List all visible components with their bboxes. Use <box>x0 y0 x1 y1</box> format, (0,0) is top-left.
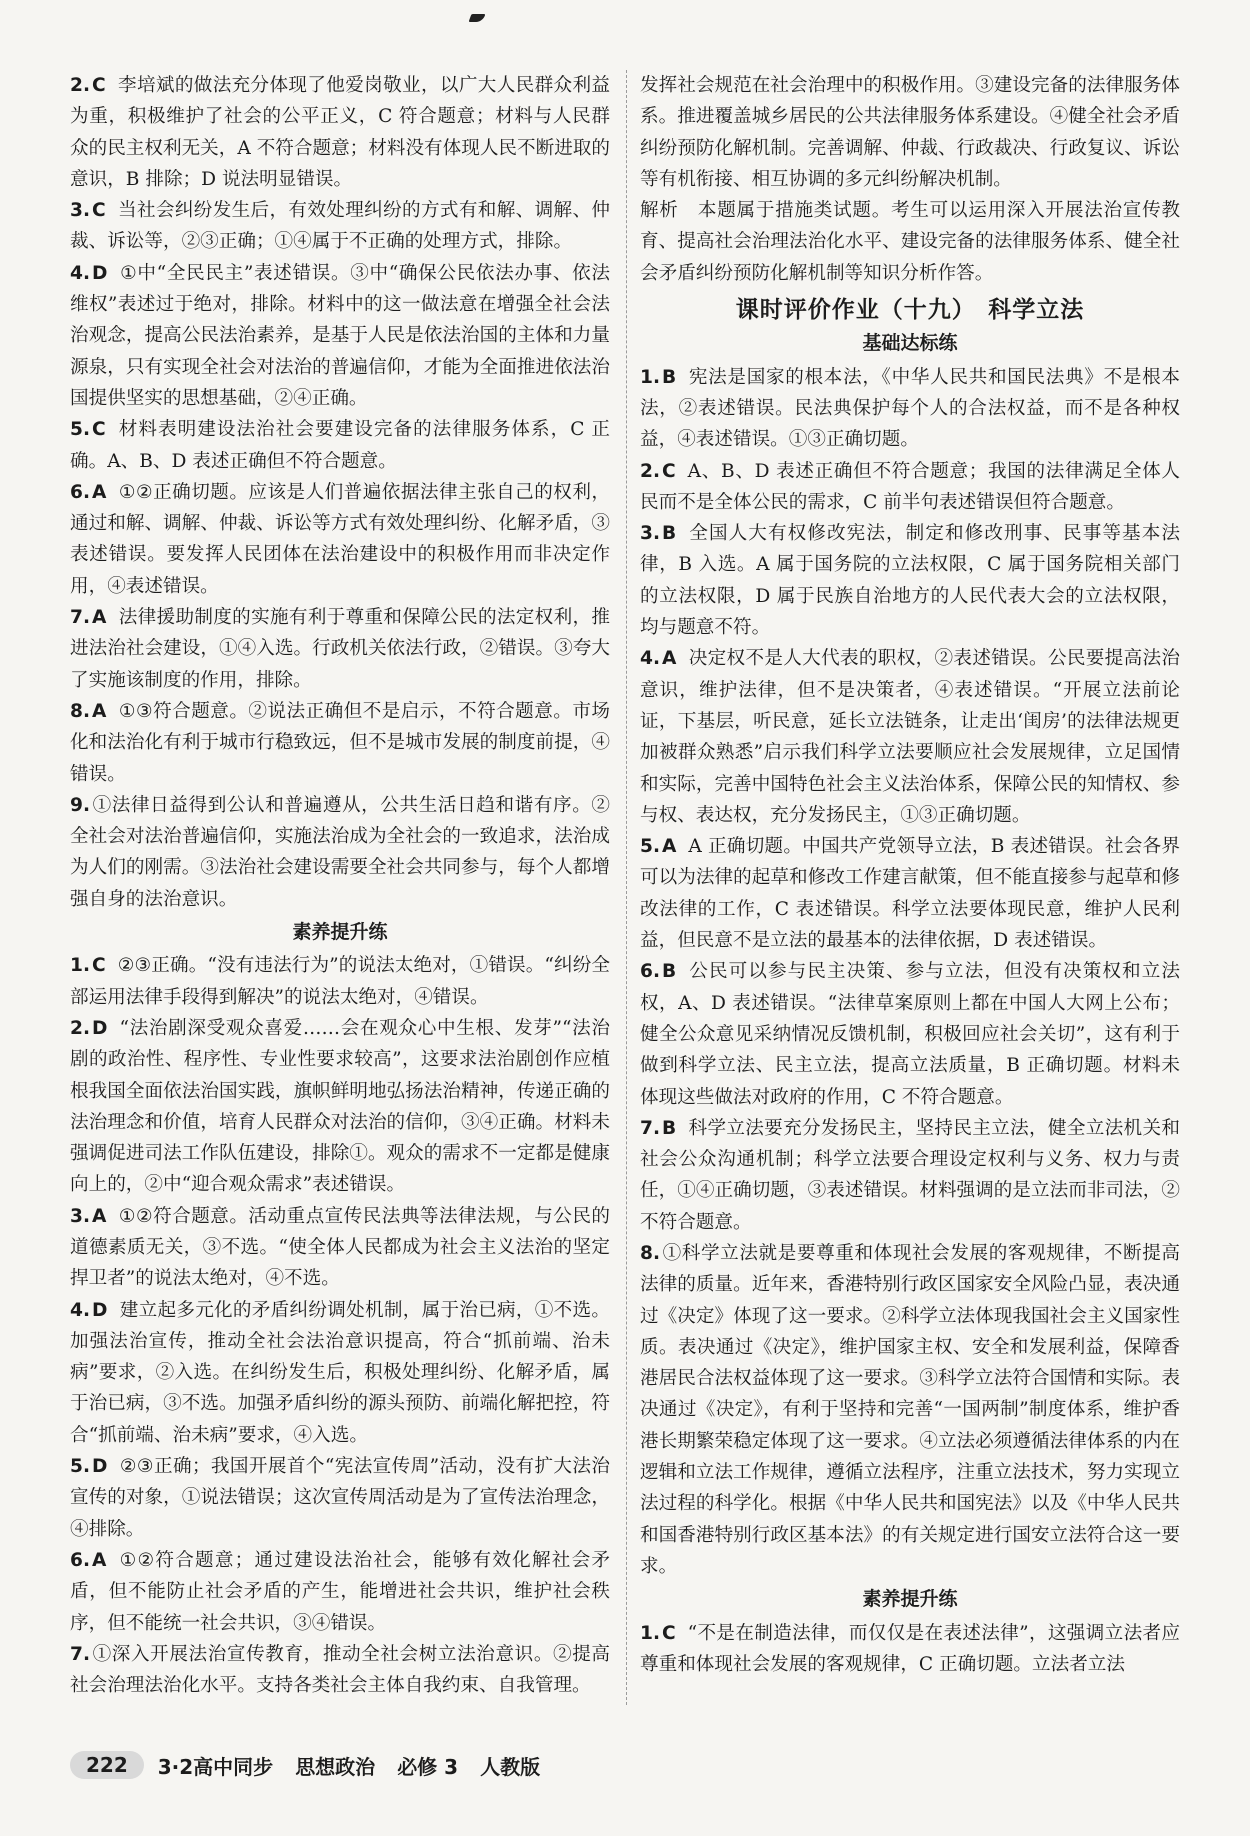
answer-choice: A <box>92 1205 107 1227</box>
answer-choice: C <box>92 955 106 977</box>
answer-choice: B <box>662 961 677 983</box>
question-number: 9. <box>70 794 91 816</box>
book-edition: 人教版 <box>480 1754 541 1779</box>
question-number: 8. <box>640 1242 661 1264</box>
answer-explanation: “法治剧深受观众喜爱……会在观众心中生根、发芽”“法治剧的政治性、程序性、专业性要求较高”，这要求法治剧创作应植根我国全面依法治国实践，旗帜鲜明地弘扬法治精神，传递正确的法治理念和价值，培育人民群众对法治的信仰，③④正确。材料未强调促进司法工作队伍建设，排除①。观众的需求不一定都是健康向上的，②中“迎合观众需求”表述错误。 <box>70 1017 610 1196</box>
answer-choice: C <box>92 419 106 441</box>
answer-choice: B <box>662 1117 677 1139</box>
answer-choice: D <box>92 1299 108 1321</box>
book-volume: 必修 3 <box>397 1754 459 1779</box>
question-number: 4. <box>640 648 661 670</box>
answer-choice: C <box>662 1622 676 1644</box>
answer-item <box>70 1545 610 1639</box>
answer-item <box>70 258 610 414</box>
left-column <box>70 70 610 1701</box>
answer-item <box>70 1201 610 1295</box>
answer-item <box>70 790 610 915</box>
page-number: 222 <box>70 1751 144 1779</box>
answer-choice: A <box>92 481 107 503</box>
answer-item <box>70 1295 610 1451</box>
answer-explanation: 材料表明建设法治社会要建设完备的法律服务体系，C 正确。A、B、D 表述正确但不符合题意。 <box>70 419 610 472</box>
question-number: 2. <box>640 460 661 482</box>
answer-choice: A <box>662 648 677 670</box>
answer-item <box>640 456 1180 519</box>
answer-choice: A <box>92 700 107 722</box>
answer-explanation: ①②符合题意。活动重点宣传民法典等法律法规，与公民的道德素质无关，③不选。“使全体人民都成为社会主义法治的坚定捍卫者”的说法太绝对，④不选。 <box>70 1205 610 1290</box>
answer-explanation: ②③正确；我国开展首个“宪法宣传周”活动，没有扩大法治宣传的对象，①说法错误；这次宣传周活动是为了宣传法治理念，④排除。 <box>70 1456 610 1540</box>
answer-choice: B <box>662 366 677 388</box>
answer-choice: C <box>92 75 106 96</box>
question-number: 1. <box>70 955 91 977</box>
answer-item <box>70 696 610 790</box>
answer-choice: D <box>92 1456 108 1478</box>
answer-item <box>640 1113 1180 1238</box>
answer-choice: A <box>92 607 107 629</box>
answer-explanation: ①深入开展法治宣传教育，推动全社会树立法治意识。②提高社会治理法治化水平。支持各类社会主体自我约束、自我管理。 <box>70 1643 610 1697</box>
section-heading: 基础达标练 <box>862 332 958 355</box>
answer-item <box>640 518 1180 643</box>
question-number: 1. <box>640 366 661 388</box>
answer-explanation: ②③正确。“没有违法行为”的说法太绝对，①错误。“纠纷全部运用法律手段得到解决”的说法太绝对，④错误。 <box>70 955 610 1008</box>
question-number: 5. <box>70 1456 91 1478</box>
answer-explanation: ①中“全民民主”表述错误。③中“确保公民依法办事、依法维权”表述过于绝对，排除。材料中的这一做法意在增强全社会法治观念，提高公民法治素养，是基于人民是依法治国的主体和力量源泉，只有实现全社会对法治的普遍信仰，才能为全面推进依法治国提供坚实的思想基础，②④正确。 <box>70 262 610 409</box>
paragraph: 发挥社会规范在社会治理中的积极作用。③建设完备的法律服务体系。推进覆盖城乡居民的公共法律服务体系建设。④健全社会矛盾纠纷预防化解机制。完善调解、仲裁、行政裁决、行政复议、诉讼等有机衔接、相互协调的多元纠纷解决机制。 <box>640 75 1180 190</box>
answer-explanation: 宪法是国家的根本法，《中华人民共和国民法典》不是根本法，②表述错误。民法典保护每个人的合法权益，而不是各种权益，④表述错误。①③正确切题。 <box>640 366 1180 451</box>
answer-choice: D <box>92 1017 108 1039</box>
question-number: 6. <box>640 961 661 983</box>
answer-explanation: 全国人大有权修改宪法，制定和修改刑事、民事等基本法律，B 入选。A 属于国务院的立法权限，C 属于国务院相关部门的立法权限，D 属于民族自治地方的人民代表大会的立法权限，均与题意不符。 <box>640 523 1180 639</box>
question-number: 4. <box>70 262 91 284</box>
answer-explanation: 公民可以参与民主决策、参与立法，但没有决策权和立法权，A、D 表述错误。“法律草案原则上都在中国人大网上公布；健全公众意见采纳情况反馈机制，积极回应社会关切”，这有利于做到科学立法、民主立法，提高立法质量，B 正确切题。材料未体现这些做法对政府的作用，C 不符合题意。 <box>640 961 1180 1108</box>
answer-explanation: A、B、D 表述正确但不符合题意；我国的法律满足全体人民而不是全体公民的需求，C 前半句表述错误但符合题意。 <box>640 460 1180 513</box>
answer-explanation: ①③符合题意。②说法正确但不是启示，不符合题意。市场化和法治化有利于城市行稳致远，但不是城市发展的制度前提，④错误。 <box>70 700 610 785</box>
book-subject: 思想政治 <box>295 1754 376 1779</box>
answer-explanation: “不是在制造法律，而仅仅是在表述法律”，这强调立法者应尊重和体现社会发展的客观规律，C 正确切题。立法者立法 <box>640 1622 1180 1675</box>
answer-item <box>70 1451 610 1545</box>
question-number: 3. <box>70 200 91 222</box>
answer-item <box>640 643 1180 831</box>
answer-item <box>70 950 610 1013</box>
answer-item <box>70 70 610 195</box>
answer-explanation: 建立起多元化的矛盾纠纷调处机制，属于治已病，①不选。加强法治宣传，推动全社会法治意识提高，符合“抓前端、治未病”要求，②入选。在纠纷发生后，积极处理纠纷、化解矛盾，属于治已病，③不选。加强矛盾纠纷的源头预防、前端化解把控，符合“抓前端、治未病”要求，④入选。 <box>70 1299 610 1446</box>
answer-choice: B <box>662 523 677 545</box>
answer-choice: A <box>662 836 677 858</box>
question-number: 4. <box>70 1299 91 1321</box>
question-number: 7. <box>70 1643 91 1665</box>
question-number: 1. <box>640 1622 661 1644</box>
answer-choice: A <box>92 1549 107 1571</box>
answer-item <box>70 477 610 602</box>
answer-choice: C <box>92 200 106 222</box>
answer-explanation: ①②正确切题。应该是人们普遍依据法律主张自己的权利，通过和解、调解、仲裁、诉讼等方式有效处理纠纷、化解矛盾，③表述错误。要发挥人民团体在法治建设中的积极作用而非决定作用，④表述错误。 <box>70 481 610 597</box>
section-heading: 素养提升练 <box>862 1588 958 1611</box>
answer-item <box>640 1238 1180 1582</box>
question-number: 6. <box>70 481 91 503</box>
answer-item <box>640 1618 1180 1681</box>
question-number: 3. <box>640 523 661 545</box>
answer-explanation: 李培斌的做法充分体现了他爱岗敬业，以广大人民群众利益为重，积极维护了社会的公平正义，C 符合题意；材料与人民群众的民主权利无关，A 不符合题意；材料没有体现人民不断进取的意识，B 排除；D 说法明显错误。 <box>70 75 610 190</box>
question-number: 2. <box>70 75 91 96</box>
answer-explanation: 法律援助制度的实施有利于尊重和保障公民的法定权利，推进法治社会建设，①④入选。行政机关依法行政，②错误。③夸大了实施该制度的作用，排除。 <box>70 607 610 691</box>
answer-item <box>70 195 610 258</box>
answer-item <box>70 414 610 477</box>
question-number: 5. <box>640 836 661 858</box>
answer-explanation: 科学立法要充分发扬民主，坚持民主立法，健全立法机关和社会公众沟通机制；科学立法要合理设定权利与义务、权力与责任，①④正确切题，③表述错误。材料强调的是立法而非司法，②不符合题意。 <box>640 1117 1180 1233</box>
answer-explanation: ①②符合题意；通过建设法治社会，能够有效化解社会矛盾，但不能防止社会矛盾的产生，能增进社会共识，维护社会秩序，但不能统一社会共识，③④错误。 <box>70 1549 610 1634</box>
right-column <box>640 70 1180 1680</box>
question-number: 8. <box>70 700 91 722</box>
answer-item <box>70 1639 610 1702</box>
answer-explanation: 当社会纠纷发生后，有效处理纠纷的方式有和解、调解、仲裁、诉讼等，②③正确；①④属于不正确的处理方式，排除。 <box>70 200 610 253</box>
question-number: 7. <box>640 1117 661 1139</box>
answer-choice: D <box>92 262 108 284</box>
answer-explanation: A 正确切题。中国共产党领导立法，B 表述错误。社会各界可以为法律的起草和修改工作建言献策，但不能直接参与起草和修改法律的工作，C 表述错误。科学立法要体现民意，维护人民利益，但民意不是立法的最基本的法律依据，D 表述错误。 <box>640 836 1180 952</box>
answer-item <box>640 956 1180 1112</box>
book-series: 3·2高中同步 <box>157 1754 274 1779</box>
question-number: 5. <box>70 419 91 441</box>
column-divider <box>626 70 628 1705</box>
answer-item <box>70 602 610 696</box>
answer-item <box>70 1013 610 1201</box>
top-edge-mark <box>469 14 486 22</box>
page-footer <box>70 1748 562 1782</box>
question-number: 7. <box>70 607 91 629</box>
answer-item <box>640 831 1180 956</box>
question-number: 2. <box>70 1017 91 1039</box>
question-number: 6. <box>70 1549 91 1571</box>
answer-explanation: ①科学立法就是要尊重和体现社会发展的客观规律，不断提高法律的质量。近年来，香港特别行政区国家安全风险凸显，表决通过《决定》体现了这一要求。②科学立法体现我国社会主义国家性质。表决通过《决定》，维护国家主权、安全和发展利益，保障香港居民合法权益体现了这一要求。③科学立法符合国情和实际。表决通过《决定》，有利于坚持和完善“一国两制”制度体系，维护香港长期繁荣稳定体现了这一要求。④立法必须遵循法律体系的内在逻辑和立法工作规律，遵循立法程序，注重立法技术，努力实现立法过程的科学化。根据《中华人民共和国宪法》以及《中华人民共和国香港特别行政区基本法》的有关规定进行国安立法符合这一要求。 <box>640 1242 1180 1577</box>
paragraph: 解析 本题属于措施类试题。考生可以运用深入开展法治宣传教育、提高社会治理法治化水平、建设完备的法律服务体系、健全社会矛盾纠纷预防化解机制等知识分析作答。 <box>640 200 1180 284</box>
section-heading: 素养提升练 <box>292 921 388 944</box>
answer-choice: C <box>662 460 676 482</box>
lesson-title: 课时评价作业（十九） 科学立法 <box>735 297 1085 324</box>
answer-item <box>640 362 1180 456</box>
answer-explanation: 决定权不是人大代表的职权，②表述错误。公民要提高法治意识，维护法律，但不是决策者，④表述错误。“开展立法前论证，下基层，听民意，延长立法链条，让走出‘闺房’的法律法规更加被群众熟悉”启示我们科学立法要顺应社会发展规律，立足国情和实际，完善中国特色社会主义法治体系，保障公民的知情权、参与权、表达权，充分发扬民主，①③正确切题。 <box>640 648 1180 826</box>
answer-explanation: ①法律日益得到公认和普遍遵从，公共生活日趋和谐有序。②全社会对法治普遍信仰，实施法治成为全社会的一致追求，法治成为人们的刚需。③法治社会建设需要全社会共同参与，每个人都增强自身的法治意识。 <box>70 794 610 910</box>
question-number: 3. <box>70 1205 91 1227</box>
